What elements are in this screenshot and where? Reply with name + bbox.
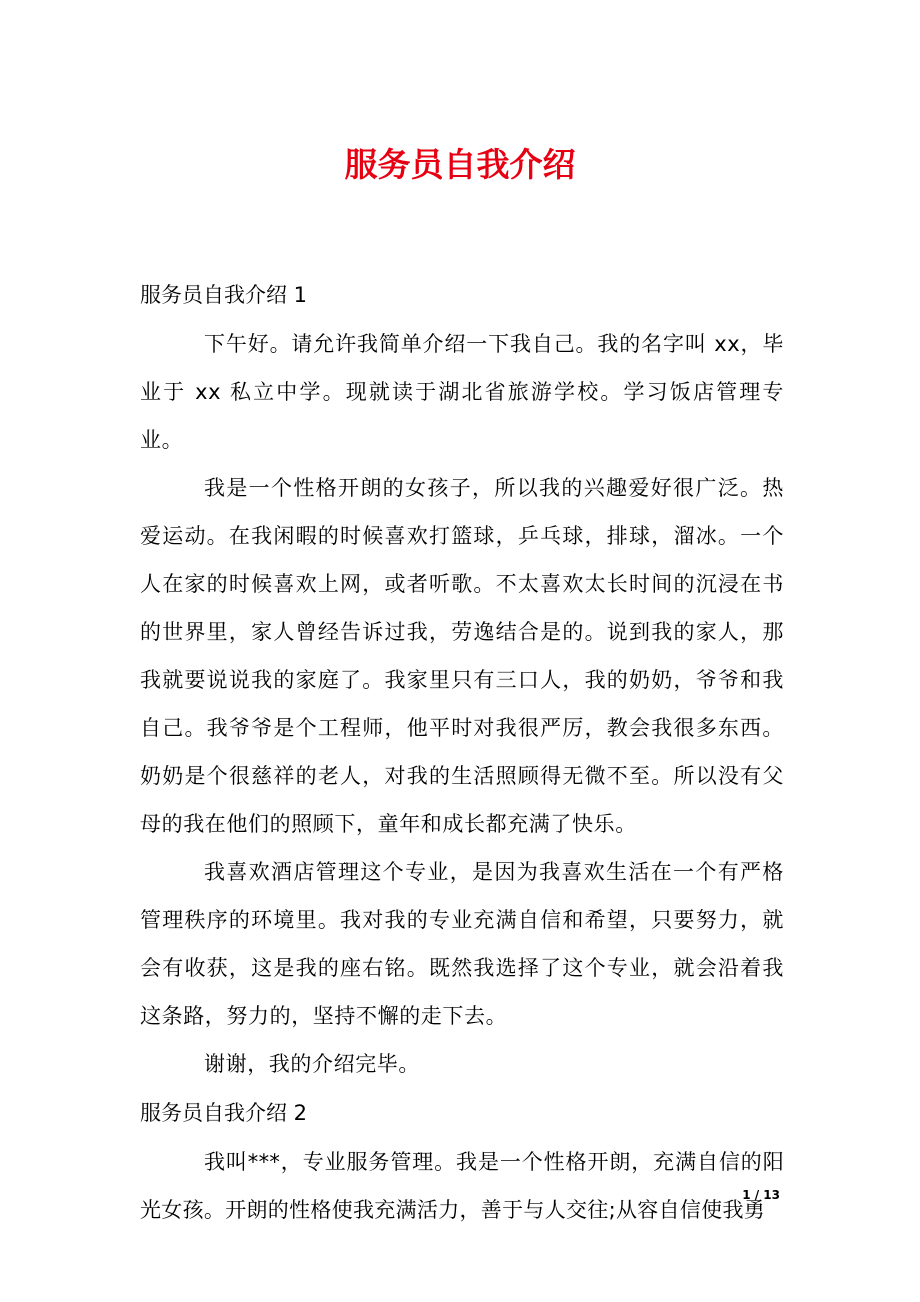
document-title: 服务员自我介绍 [344,145,576,184]
paragraph: 我叫***，专业服务管理。我是一个性格开朗，充满自信的阳光女孩。开朗的性格使我充满活力，善于与人交往;从容自信使我勇 [140,1150,784,1222]
paragraph: 我是一个性格开朗的女孩子，所以我的兴趣爱好很广泛。热爱运动。在我闲暇的时候喜欢打篮球，乒乓球，排球，溜冰。一个人在家的时候喜欢上网，或者听歌。不太喜欢太长时间的沉浸在书的世界里，家人曾经告诉过我，劳逸结合是的。说到我的家人，那我就要说说我的家庭了。我家里只有三口人，我的奶奶，爷爷和我自己。我爷爷是个工程师，他平时对我很严厉，教会我很多东西。奶奶是个很慈祥的老人，对我的生活照顾得无微不至。所以没有父母的我在他们的照顾下，童年和成长都充满了快乐。 [140,476,784,836]
section-heading-2: 服务员自我介绍 2 [140,1101,308,1125]
section-heading-1: 服务员自我介绍 1 [140,283,308,307]
paragraph: 我喜欢酒店管理这个专业，是因为我喜欢生活在一个有严格管理秩序的环境里。我对我的专业充满自信和希望，只要努力，就会有收获，这是我的座右铭。既然我选择了这个专业，就会沿着我这条路，努力的，坚持不懈的走下去。 [140,860,784,1028]
document-body [140,270,784,1234]
page-number: 1 / 13 [742,1188,780,1202]
paragraph: 下午好。请允许我简单介绍一下我自己。我的名字叫 xx，毕业于 xx 私立中学。现就读于湖北省旅游学校。学习饭店管理专业。 [140,332,784,452]
paragraph: 谢谢，我的介绍完毕。 [204,1052,420,1076]
